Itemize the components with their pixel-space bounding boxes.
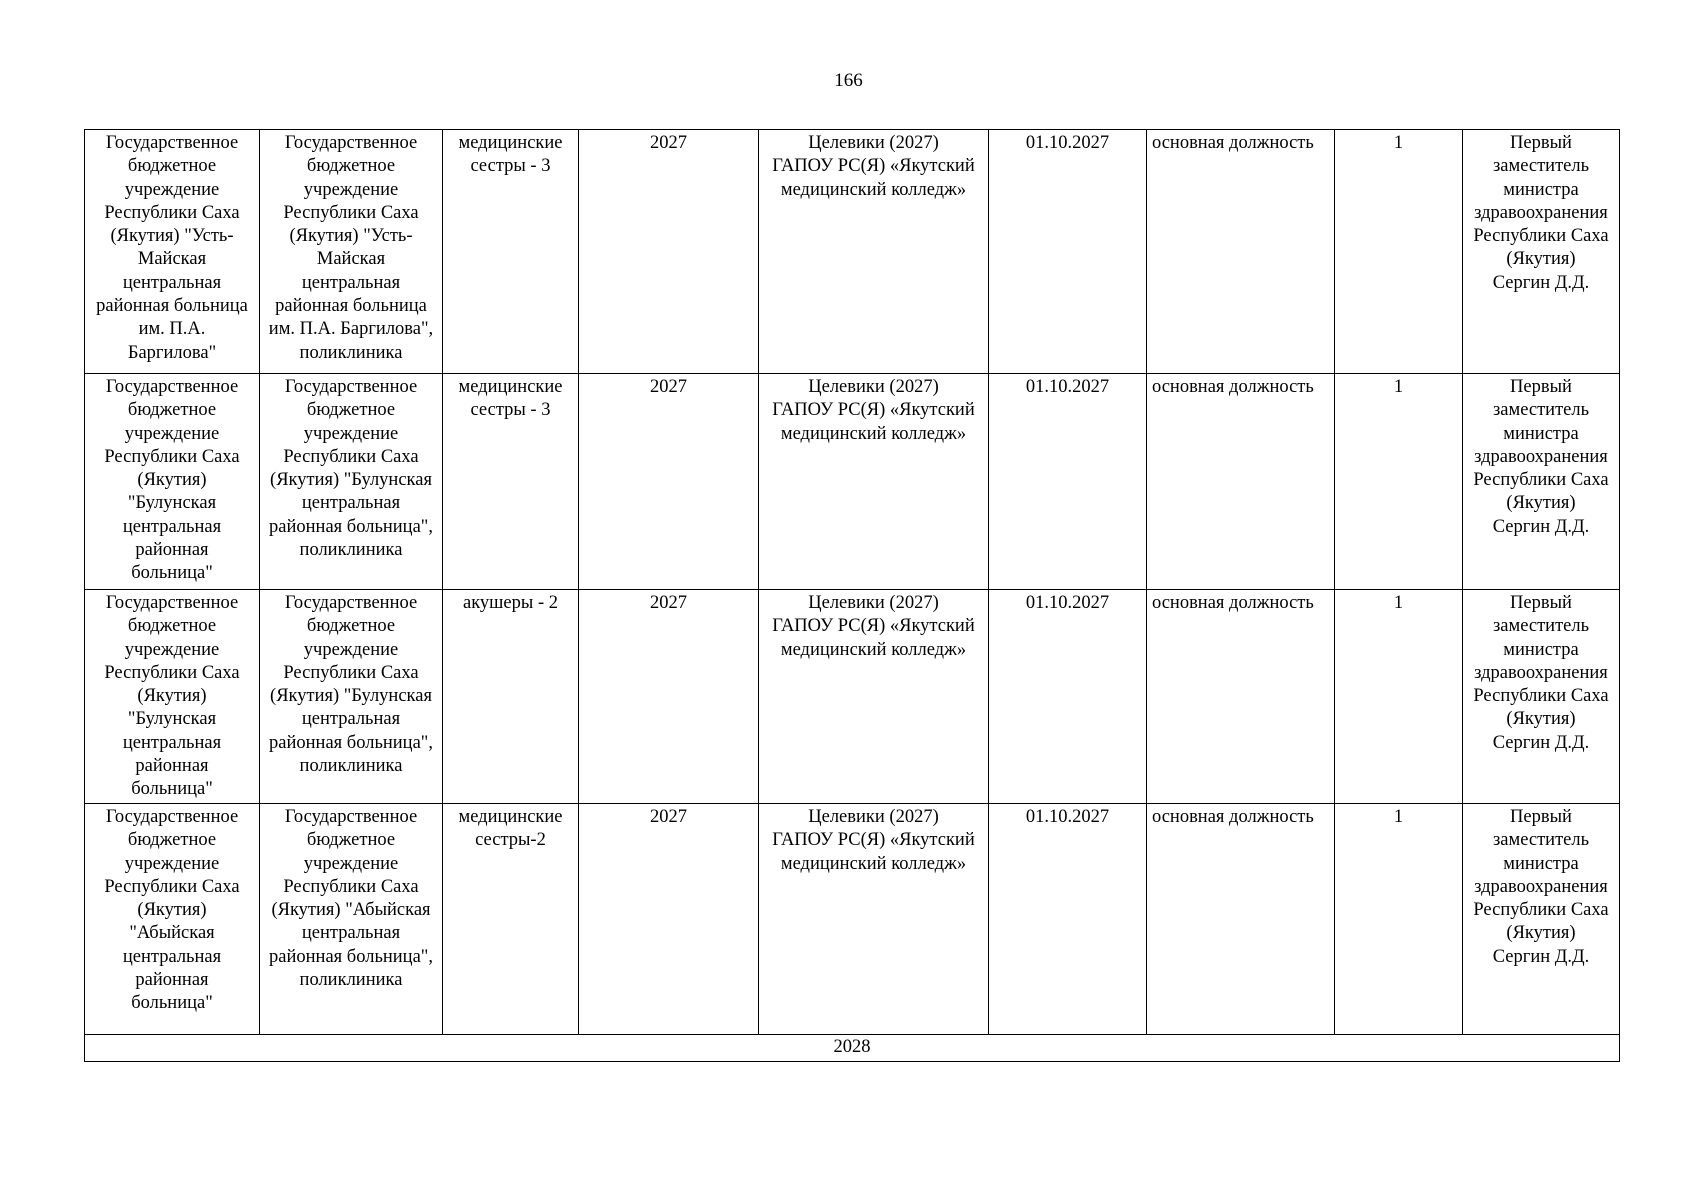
- year-cell: 2027: [579, 374, 759, 590]
- table-row: [85, 590, 1620, 804]
- organization-cell: Государственное бюджетное учреждение Республики Саха (Якутия) "Усть- Майская центральная районная больница им. П.А. Баргилова": [85, 130, 260, 374]
- organization-cell: Государственное бюджетное учреждение Республики Саха (Якутия) "Булунская центральная районная больница": [85, 374, 260, 590]
- specialty-cell: медицинские сестры - 3: [443, 374, 579, 590]
- responsible-cell: Первый заместитель министра здравоохранения Республики Саха (Якутия) Сергин Д.Д.: [1463, 130, 1620, 374]
- specialty-cell: медицинские сестры-2: [443, 804, 579, 1035]
- responsible-cell: Первый заместитель министра здравоохранения Республики Саха (Якутия) Сергин Д.Д.: [1463, 374, 1620, 590]
- unit-cell: Государственное бюджетное учреждение Республики Саха (Якутия) "Усть- Майская центральная районная больница им. П.А. Баргилова", поликлиника: [260, 130, 443, 374]
- page-number: 166: [834, 70, 863, 91]
- source-cell: Целевики (2027) ГАПОУ РС(Я) «Якутский медицинский колледж»: [759, 130, 989, 374]
- date-cell: 01.10.2027: [989, 804, 1147, 1035]
- source-cell: Целевики (2027) ГАПОУ РС(Я) «Якутский медицинский колледж»: [759, 590, 989, 804]
- unit-cell: Государственное бюджетное учреждение Республики Саха (Якутия) "Абыйская центральная районная больница", поликлиника: [260, 804, 443, 1035]
- section-year-heading: 2028: [85, 1035, 1620, 1062]
- date-cell: 01.10.2027: [989, 130, 1147, 374]
- position-cell: основная должность: [1147, 130, 1335, 374]
- table-row: [85, 374, 1620, 590]
- position-cell: основная должность: [1147, 804, 1335, 1035]
- count-cell: 1: [1335, 374, 1463, 590]
- source-cell: Целевики (2027) ГАПОУ РС(Я) «Якутский медицинский колледж»: [759, 804, 989, 1035]
- position-cell: основная должность: [1147, 590, 1335, 804]
- year-cell: 2027: [579, 804, 759, 1035]
- section-year-row: [85, 1035, 1620, 1062]
- organization-cell: Государственное бюджетное учреждение Республики Саха (Якутия) "Булунская центральная районная больница": [85, 590, 260, 804]
- count-cell: 1: [1335, 130, 1463, 374]
- unit-cell: Государственное бюджетное учреждение Республики Саха (Якутия) "Булунская центральная районная больница", поликлиника: [260, 590, 443, 804]
- date-cell: 01.10.2027: [989, 374, 1147, 590]
- source-cell: Целевики (2027) ГАПОУ РС(Я) «Якутский медицинский колледж»: [759, 374, 989, 590]
- count-cell: 1: [1335, 804, 1463, 1035]
- unit-cell: Государственное бюджетное учреждение Республики Саха (Якутия) "Булунская центральная районная больница", поликлиника: [260, 374, 443, 590]
- date-cell: 01.10.2027: [989, 590, 1147, 804]
- specialty-cell: акушеры - 2: [443, 590, 579, 804]
- table-body: [85, 130, 1620, 1062]
- year-cell: 2027: [579, 590, 759, 804]
- specialty-cell: медицинские сестры - 3: [443, 130, 579, 374]
- table-row: [85, 804, 1620, 1035]
- responsible-cell: Первый заместитель министра здравоохранения Республики Саха (Якутия) Сергин Д.Д.: [1463, 804, 1620, 1035]
- count-cell: 1: [1335, 590, 1463, 804]
- responsible-cell: Первый заместитель министра здравоохранения Республики Саха (Якутия) Сергин Д.Д.: [1463, 590, 1620, 804]
- organization-cell: Государственное бюджетное учреждение Республики Саха (Якутия) "Абыйская центральная районная больница": [85, 804, 260, 1035]
- staffing-table: [84, 129, 1620, 1062]
- table-row: [85, 130, 1620, 374]
- position-cell: основная должность: [1147, 374, 1335, 590]
- year-cell: 2027: [579, 130, 759, 374]
